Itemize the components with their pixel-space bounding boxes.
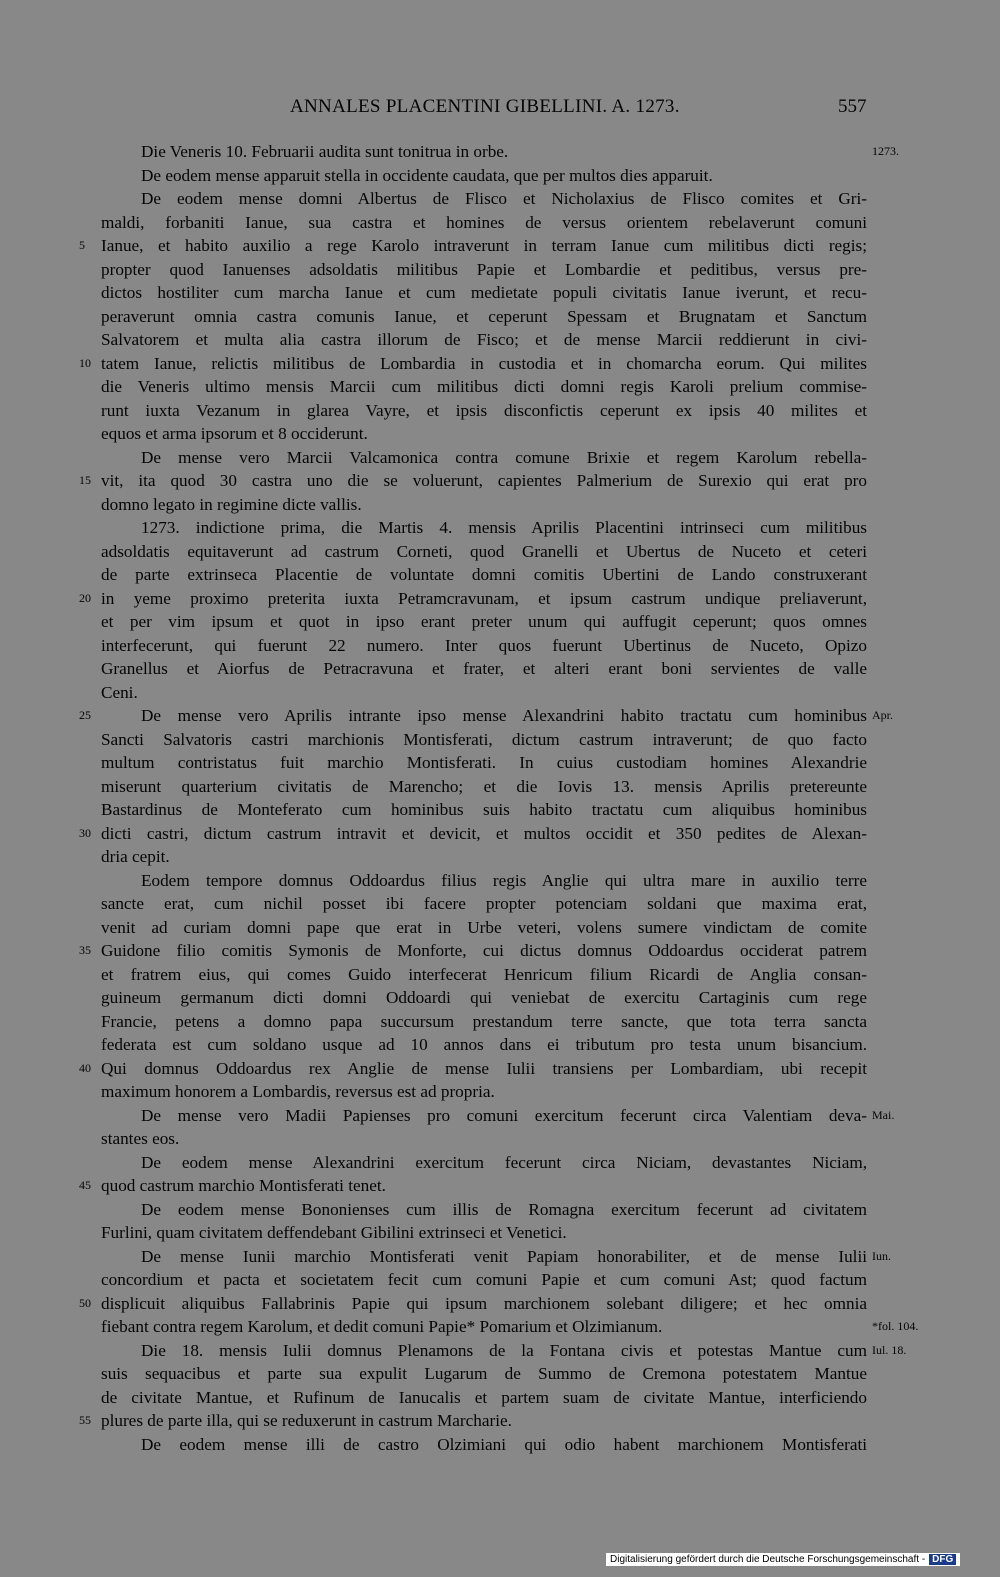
line-number: 45	[79, 1178, 91, 1192]
text-line	[0, 1057, 1000, 1081]
dfg-logo: DFG	[929, 1554, 956, 1565]
line-text: Francie, petens a domno papa succursum prestandum terre sancte, que tota terra sancta	[101, 1011, 867, 1031]
line-text: Ceni.	[101, 682, 138, 702]
text-line	[0, 1433, 1000, 1457]
text-line	[0, 587, 1000, 611]
text-line	[0, 140, 1000, 164]
line-text: stantes eos.	[101, 1129, 180, 1148]
line-text: concordium et pacta et societatem fecit cum comuni Papie et cum comuni Ast; quod factum	[101, 1270, 867, 1289]
line-text: Granellus et Aiorfus de Petracravuna et frater, et alteri erant boni servientes de valle	[101, 659, 867, 678]
text-line	[0, 1174, 1000, 1198]
margin-note: 1273.	[872, 144, 899, 158]
line-text: Bastardinus de Monteferato cum hominibus suis habito tractatu cum aliquibus hominibus	[101, 800, 867, 819]
line-text: sancte erat, cum nichil posset ibi facere propter potenciam soldani que maxima erat,	[101, 894, 867, 913]
text-line	[0, 234, 1000, 258]
line-text: De mense Iunii marchio Montisferati venit Papiam honorabiliter, et de mense Iulii	[141, 1246, 867, 1266]
margin-note: Mai.	[872, 1107, 895, 1122]
line-number: 35	[79, 943, 91, 957]
text-line	[0, 493, 1000, 517]
line-number: 30	[79, 825, 91, 840]
line-text: De mense vero Aprilis intrante ipso mense Alexandrini habito tractatu cum hominibus	[141, 706, 867, 725]
line-text: De eodem mense Alexandrini exercitum fecerunt circa Niciam, devastantes Niciam,	[141, 1152, 867, 1172]
line-text: guineum germanum dicti domni Oddoardi qui veniebat de exercitu Cartaginis cum rege	[101, 988, 867, 1007]
line-number: 15	[79, 473, 91, 487]
text-line	[0, 1080, 1000, 1104]
line-text: Guidone filio comitis Symonis de Monforte, cui dictus domnus Oddoardus occiderat patrem	[101, 941, 867, 960]
line-text: de civitate Mantue, et Rufinum de Ianucalis et partem suam de civitate Mantue, interficiendo	[101, 1387, 867, 1407]
text-line	[0, 634, 1000, 658]
line-number: 5	[79, 238, 85, 252]
text-line	[0, 516, 1000, 540]
line-number: 25	[79, 708, 91, 722]
line-text: federata est cum soldano usque ad 10 annos dans ei tributum pro testa unum bisancium.	[101, 1035, 867, 1054]
text-line	[0, 986, 1000, 1010]
line-text: venit ad curiam domni pape que erat in Urbe veteri, volens sumere vindictam de comite	[101, 917, 867, 937]
text-line	[0, 328, 1000, 352]
line-number: 50	[79, 1295, 91, 1310]
line-text: runt iuxta Vezanum in glarea Vayre, et ipsis disconfictis ceperunt ex ipsis 40 milites et	[101, 400, 867, 420]
line-text: Die 18. mensis Iulii domnus Plenamons de la Fontana civis et potestas Mantue cum	[141, 1340, 867, 1360]
footer-text: Digitalisierung gefördert durch die Deutsche Forschungsgemeinschaft -	[610, 1554, 926, 1565]
line-text: 1273. indictione prima, die Martis 4. mensis Aprilis Placentini intrinseci cum militibus	[141, 518, 867, 537]
line-number: 10	[79, 355, 91, 370]
body-text	[0, 140, 1000, 1456]
text-line	[0, 446, 1000, 470]
text-line	[0, 892, 1000, 916]
page-header	[0, 96, 1000, 122]
line-text: Ianue, et habito auxilio a rege Karolo intraverunt in terram Ianue cum militibus dicti regis;	[101, 236, 867, 255]
line-text: dictos hostiliter cum marcha Ianue et cum medietate populi civitatis Ianue iverunt, et recu-	[101, 283, 867, 302]
line-text: De eodem mense apparuit stella in occidente caudata, que per multos dies apparuit.	[141, 165, 713, 185]
text-line	[0, 728, 1000, 752]
text-line	[0, 305, 1000, 329]
footer-credit	[606, 1553, 960, 1566]
line-text: suis sequacibus et parte sua expulit Lugarum de Summo de Cremona potestatem Mantue	[101, 1364, 867, 1383]
line-text: miserunt quarterium civitatis de Marencho; et die Iovis 13. mensis Aprilis pretereunte	[101, 776, 867, 796]
line-text: peraverunt omnia castra comunis Ianue, et ceperunt Spessam et Brugnatam et Sanctum	[101, 306, 867, 326]
line-text: Salvatorem et multa alia castra illorum de Fisco; et de mense Marcii reddierunt in civi-	[101, 330, 867, 349]
line-text: multum contristatus fuit marchio Montisferati. In cuius custodiam homines Alexandrie	[101, 753, 867, 772]
running-title: ANNALES PLACENTINI GIBELLINI. A. 1273.	[290, 96, 680, 117]
line-text: dria cepit.	[101, 847, 170, 866]
text-line	[0, 1127, 1000, 1151]
text-line	[0, 1268, 1000, 1292]
line-number: 55	[79, 1413, 91, 1427]
line-text: displicuit aliquibus Fallabrinis Papie qui ipsum marchionem solebant diligere; et hec omnia	[101, 1293, 867, 1313]
text-line	[0, 916, 1000, 940]
text-line	[0, 258, 1000, 282]
margin-note: Iul. 18.	[872, 1342, 907, 1357]
text-line	[0, 657, 1000, 681]
text-line	[0, 540, 1000, 564]
line-text: fiebant contra regem Karolum, et dedit comuni Papie* Pomarium et Olzimianum.	[101, 1317, 663, 1336]
text-line	[0, 422, 1000, 446]
text-line	[0, 775, 1000, 799]
line-text: interfecerunt, qui fuerunt 22 numero. Inter quos fuerunt Ubertinus de Nuceto, Opizo	[101, 635, 867, 655]
text-line	[0, 704, 1000, 728]
text-line	[0, 469, 1000, 493]
line-text: De eodem mense illi de castro Olzimiani qui odio habent marchionem Montisferati	[141, 1434, 867, 1454]
margin-note: *fol. 104.	[872, 1319, 919, 1333]
text-line	[0, 187, 1000, 211]
line-text: et fratrem eius, qui comes Guido interfecerat Henricum filium Ricardi de Anglia consan-	[101, 964, 867, 984]
line-text: equos et arma ipsorum et 8 occiderunt.	[101, 424, 368, 443]
text-line	[0, 845, 1000, 869]
text-line	[0, 375, 1000, 399]
text-line	[0, 1339, 1000, 1363]
text-line	[0, 1033, 1000, 1057]
line-text: Furlini, quam civitatem deffendebant Gibilini extrinseci et Venetici.	[101, 1223, 567, 1242]
text-line	[0, 164, 1000, 188]
text-line	[0, 1221, 1000, 1245]
line-number: 40	[79, 1060, 91, 1075]
line-text: De eodem mense domni Albertus de Flisco et Nicholaxius de Flisco comites et Gri-	[141, 189, 867, 208]
line-text: adsoldatis equitaverunt ad castrum Corneti, quod Granelli et Ubertus de Nuceto et ceteri	[101, 541, 867, 561]
text-line	[0, 1151, 1000, 1175]
text-line	[0, 281, 1000, 305]
line-text: in yeme proximo preterita iuxta Petramcravunam, et ipsum castrum undique preliaverunt,	[101, 588, 867, 608]
text-line	[0, 1362, 1000, 1386]
text-line	[0, 610, 1000, 634]
line-text: Eodem tempore domnus Oddoardus filius regis Anglie qui ultra mare in auxilio terre	[141, 870, 867, 890]
text-line	[0, 399, 1000, 423]
line-text: De eodem mense Bononienses cum illis de Romagna exercitum fecerunt ad civitatem	[141, 1199, 867, 1219]
margin-note: Apr.	[872, 708, 893, 722]
line-text: domno legato in regimine dicte vallis.	[101, 494, 362, 514]
line-text: plures de parte illa, qui se reduxerunt in castrum Marcharie.	[101, 1411, 512, 1430]
text-line	[0, 1010, 1000, 1034]
text-line	[0, 1104, 1000, 1128]
line-text: De mense vero Madii Papienses pro comuni exercitum fecerunt circa Valentiam deva-	[141, 1105, 867, 1125]
line-text: propter quod Ianuenses adsoldatis militibus Papie et Lombardie et peditibus, versus pre-	[101, 259, 867, 279]
line-text: Qui domnus Oddoardus rex Anglie de mense Iulii transiens per Lombardiam, ubi recepit	[101, 1058, 867, 1078]
text-line	[0, 869, 1000, 893]
line-text: vit, ita quod 30 castra uno die se voluerunt, capientes Palmerium de Surexio qui erat pro	[101, 471, 867, 490]
line-number: 20	[79, 590, 91, 605]
text-line	[0, 1245, 1000, 1269]
text-line	[0, 1315, 1000, 1339]
page-number: 557	[838, 96, 867, 117]
line-text: et per vim ipsum et quot in ipso erant preter unum qui auffugit ceperunt; quos omnes	[101, 612, 867, 631]
text-line	[0, 1292, 1000, 1316]
line-text: dicti castri, dictum castrum intravit et devicit, et multos occidit et 350 pedites de Alexan-	[101, 823, 867, 843]
line-text: tatem Ianue, relictis militibus de Lombardia in custodia et in chomarcha eorum. Qui milites	[101, 353, 867, 373]
line-text: maximum honorem a Lombardis, reversus est ad propria.	[101, 1082, 495, 1101]
text-line	[0, 563, 1000, 587]
line-text: De mense vero Marcii Valcamonica contra comune Brixie et regem Karolum rebella-	[141, 447, 867, 467]
line-text: quod castrum marchio Montisferati tenet.	[101, 1176, 386, 1195]
text-line	[0, 352, 1000, 376]
text-line	[0, 1198, 1000, 1222]
text-line	[0, 798, 1000, 822]
text-line	[0, 939, 1000, 963]
line-text: Die Veneris 10. Februarii audita sunt tonitrua in orbe.	[141, 142, 509, 161]
margin-note: Iun.	[872, 1248, 891, 1263]
text-line	[0, 1409, 1000, 1433]
text-line	[0, 681, 1000, 705]
line-text: de parte extrinseca Placentie de voluntate domni comitis Ubertini de Lando construxerant	[101, 565, 867, 584]
text-line	[0, 822, 1000, 846]
text-line	[0, 963, 1000, 987]
text-line	[0, 1386, 1000, 1410]
line-text: die Veneris ultimo mensis Marcii cum militibus dicti domni regis Karoli prelium commise-	[101, 377, 867, 396]
text-line	[0, 751, 1000, 775]
line-text: maldi, forbaniti Ianue, sua castra et homines de versus orientem rebelaverunt comuni	[101, 212, 867, 232]
line-text: Sancti Salvatoris castri marchionis Montisferati, dictum castrum intraverunt; de quo facto	[101, 729, 867, 749]
text-line	[0, 211, 1000, 235]
